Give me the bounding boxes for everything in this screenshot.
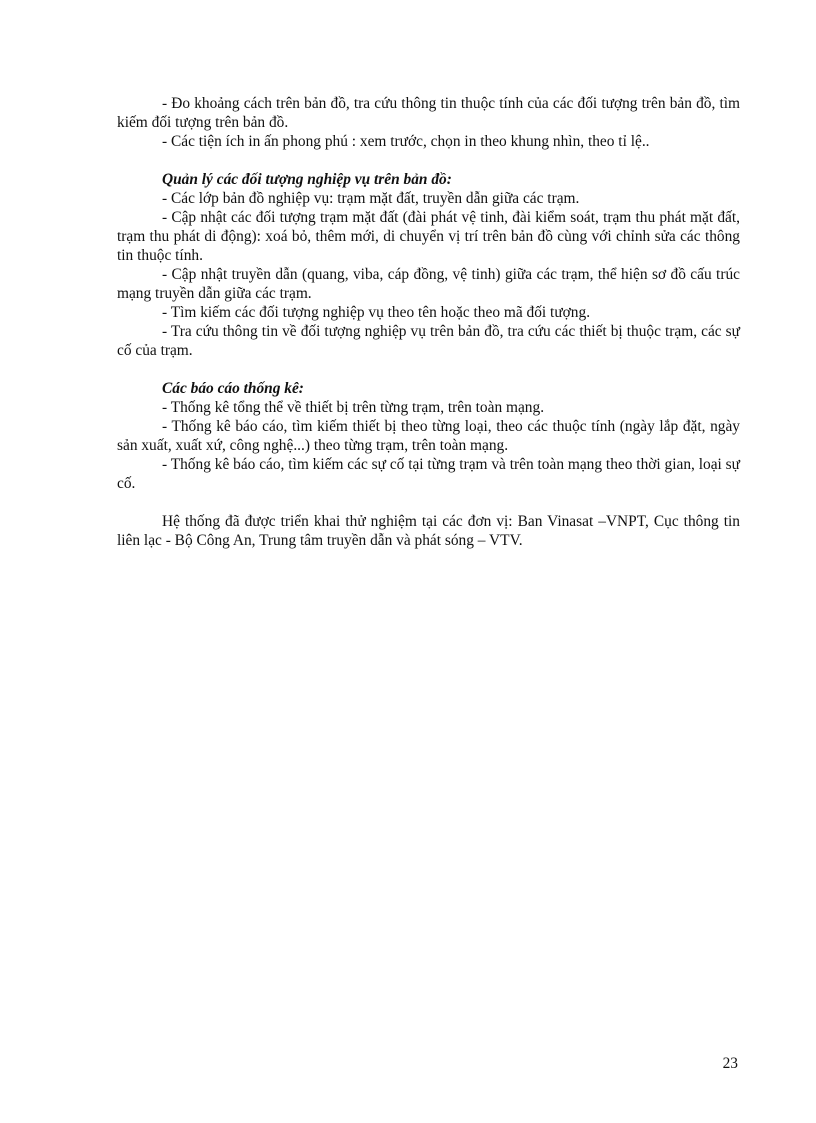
paragraph-spacer (117, 493, 740, 512)
management-item: - Tra cứu thông tin về đối tượng nghiệp vụ trên bản đồ, tra cứu các thiết bị thuộc trạm, các sự cố của trạm. (117, 323, 740, 359)
management-item: - Cập nhật truyền dẫn (quang, viba, cáp đồng, vệ tinh) giữa các trạm, thể hiện sơ đồ cấu trúc mạng truyền dẫn giữa các trạm. (117, 266, 740, 302)
intro-item-measure: - Đo khoảng cách trên bản đồ, tra cứu thông tin thuộc tính của các đối tượng trên bản đồ, tìm kiếm đối tượng trên bản đồ. (117, 95, 740, 131)
management-item: - Cập nhật các đối tượng trạm mặt đất (đài phát vệ tinh, đài kiểm soát, trạm thu phát mặt đất, trạm thu phát di động): xoá bỏ, thêm mới, di chuyển vị trí trên bản đồ cùng với chỉnh sửa các thông tin thuộc tính. (117, 209, 740, 264)
management-item: - Các lớp bản đồ nghiệp vụ: trạm mặt đất, truyền dẫn giữa các trạm. (162, 190, 580, 207)
closing-paragraph: Hệ thống đã được triển khai thử nghiệm tại các đơn vị: Ban Vinasat –VNPT, Cục thông tin liên lạc - Bộ Công An, Trung tâm truyền dẫn và phát sóng – VTV. (117, 513, 740, 549)
paragraph-spacer (117, 151, 740, 170)
reports-item: - Thống kê báo cáo, tìm kiếm các sự cố tại từng trạm và trên toàn mạng theo thời gian, loại sự cố. (117, 456, 740, 492)
management-item: - Tìm kiếm các đối tượng nghiệp vụ theo tên hoặc theo mã đối tượng. (162, 304, 591, 321)
paragraph-spacer (117, 360, 740, 379)
page-number: 23 (722, 1055, 738, 1072)
section-heading-reports: Các báo cáo thống kê: (162, 380, 304, 397)
reports-item: - Thống kê tổng thể về thiết bị trên từng trạm, trên toàn mạng. (162, 399, 545, 416)
document-body (117, 94, 740, 550)
intro-item-printing: - Các tiện ích in ấn phong phú : xem trước, chọn in theo khung nhìn, theo tỉ lệ.. (162, 133, 650, 150)
reports-item: - Thống kê báo cáo, tìm kiếm thiết bị theo từng loại, theo các thuộc tính (ngày lắp đặt, ngày sản xuất, xuất xứ, công nghệ...) theo từng trạm, trên toàn mạng. (117, 418, 740, 454)
section-heading-management: Quản lý các đối tượng nghiệp vụ trên bản đồ: (162, 171, 452, 188)
